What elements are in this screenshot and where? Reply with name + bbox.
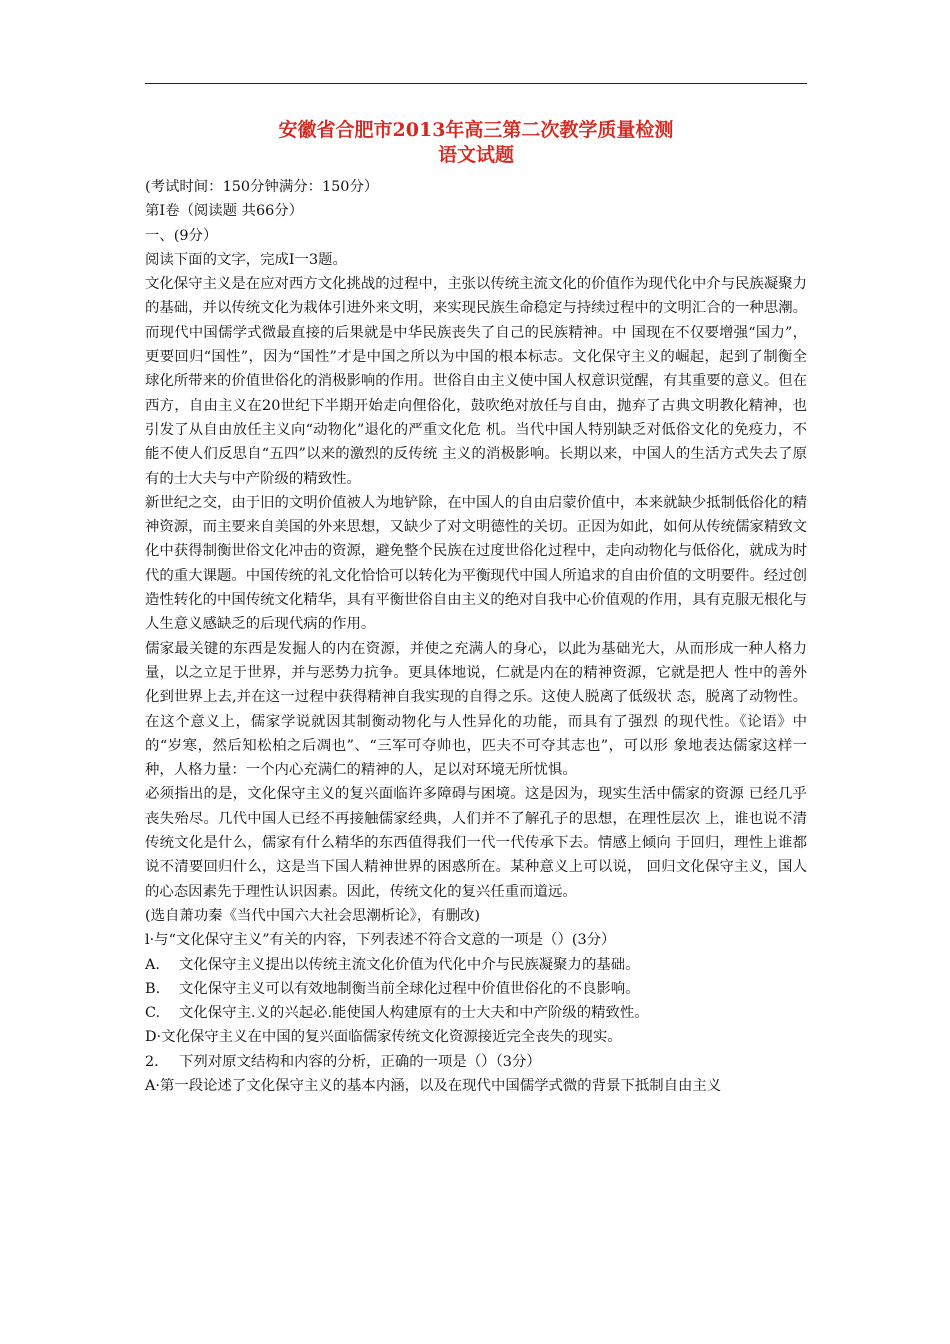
question-1-stem: l·与“文化保守主义”有关的内容，下列表述不符合文意的一项是（）(3分） [145, 932, 616, 949]
question-1-option-d: D·文化保守主义在中国的复兴面临儒家传统文化资源接近完全丧失的现实。 [145, 1029, 622, 1046]
option-label: B. [145, 980, 161, 997]
question-1-option-b [145, 977, 807, 1001]
paragraph-2: 新世纪之交，由于旧的文明价值被人为地铲除，在中国人的自由启蒙价值中，本来就缺少抵制低俗化的精神资源，而主要来自美国的外来思想，又缺少了对文明德性的关切。正因为如此，如何从传统儒家精致文化中获得制衡世俗文化冲击的资源，避免整个民族在过度世俗化过程中，走向动物化与低俗化，就成为时代的重大课题。中国传统的礼文化恰恰可以转化为平衡现代中国人所追求的自由价值的文明要件。经过创造性转化的中国传统文化精华，具有平衡世俗自由主义的绝对自我中心价值观的作用，具有克服无根化与人生意义感缺乏的后现代病的作用。 [145, 494, 807, 633]
paragraph-3: 儒家最关键的东西是发掘人的内在资源，并使之充满人的身心，以此为基础光大，从而形成一种人格力量，以之立足于世界，并与恶势力抗争。更具体地说，仁就是内在的精神资源，它就是把人 性中的善外化到世界上去,并在这一过程中获得精神自我实现的自得之乐。这使人脱离了低级状 态，脱离了动物性。在这个意义上，儒家学说就因其制衡动物化与人性异化的功能，而具有了强烈 的现代性。《论语》中的“岁寒，然后知松柏之后凋也”、“三军可夺帅也，匹夫不可夺其志也”，可以形 象地表达儒家这样一种，人格力量：一个内心充满仁的精神的人，足以对环境无所忧惧。 [145, 640, 807, 779]
paragraph-4: 必须指出的是，文化保守主义的复兴面临许多障碍与困境。这是因为，现实生活中儒家的资源 已经几乎丧失殆尽。几代中国人已经不再接触儒家经典，人们并不了解孔子的思想，在理性层次 上，谁也说不清传统文化是什么，儒家有什么精华的东西值得我们一代一代传承下去。情感上倾向 于回归，理性上谁都说不清要回归什么，这是当下国人精神世界的困惑所在。某种意义上可以说， 回归文化保守主义，国人的心态因素先于理性认识因素。因此，传统文化的复兴任重而道远。 [145, 786, 807, 900]
section-heading: 一、(9分） [145, 227, 218, 244]
question-number: 2. [145, 1053, 159, 1070]
source-citation: (选自萧功秦《当代中国六大社会思潮析论》，有删改) [145, 907, 481, 924]
option-text: 文化保守主义提出以传统主流文化价值为代化中介与民族凝聚力的基础。 [179, 956, 640, 973]
question-2-stem [145, 1050, 807, 1074]
option-label: A. [145, 956, 160, 973]
question-1-option-a [145, 953, 807, 977]
option-label: C. [145, 1005, 161, 1022]
header-rule [145, 83, 807, 84]
reading-instruction: 阅读下面的文字，完成I一3题。 [145, 251, 347, 268]
exam-info: (考试时间：150分钟满分：150分） [145, 179, 379, 195]
volume-heading: 第I卷（阅读题 共66分） [145, 203, 304, 220]
option-text: 文化保守主.义的兴起必.能使国人构建原有的士大夫和中产阶级的精致性。 [179, 1005, 649, 1022]
title-line-2: 语文试题 [437, 144, 514, 166]
paragraph-1: 文化保守主义是在应对西方文化挑战的过程中，主张以传统主流文化的价值作为现代化中介与民族凝聚力的基础，并以传统文化为栽体引进外来文明，来实现民族生命稳定与持续过程中的文明汇合的一种思潮。而现代中国儒学式微最直接的后果就是中华民族丧失了自己的民族精神。中 国现在不仅要增强“国力”，更要回归“国性”，因为“国性”才是中国之所以为中国的根本标志。文化保守主义的崛起，起到了制衡全球化所带来的价值世俗化的消极影响的作用。世俗自由主义使中国人权意识觉醒，有其重要的意义。但在西方，自由主义在20世纪下半期开始走向俚俗化，鼓吹绝对放任与自由，抛弃了古典文明教化精神，也引发了从自由放任主义向“动物化”退化的严重文化危 机。当代中国人特别缺乏对低俗文化的免疫力，不能不使人们反思自“五四”以来的激烈的反传统 主义的消极影响。长期以来，中国人的生活方式失去了原有的士大夫与中产阶级的精致性。 [145, 276, 807, 487]
question-2-option-a: A·第一段论述了文化保守主义的基本内涵，以及在现代中国儒学式微的背景下抵制自由主义 [145, 1077, 722, 1094]
exam-title [145, 118, 807, 168]
option-text: 文化保守主义可以有效地制衡当前全球化过程中价值世俗化的不良影响。 [179, 980, 640, 997]
title-line-1: 安徽省合肥市2013年高三第二次教学质量检测 [278, 119, 674, 141]
document-body [145, 175, 807, 1098]
question-text: 下列对原文结构和内容的分析，正确的一项是（）（3分） [179, 1053, 541, 1070]
question-1-option-c [145, 1001, 807, 1025]
